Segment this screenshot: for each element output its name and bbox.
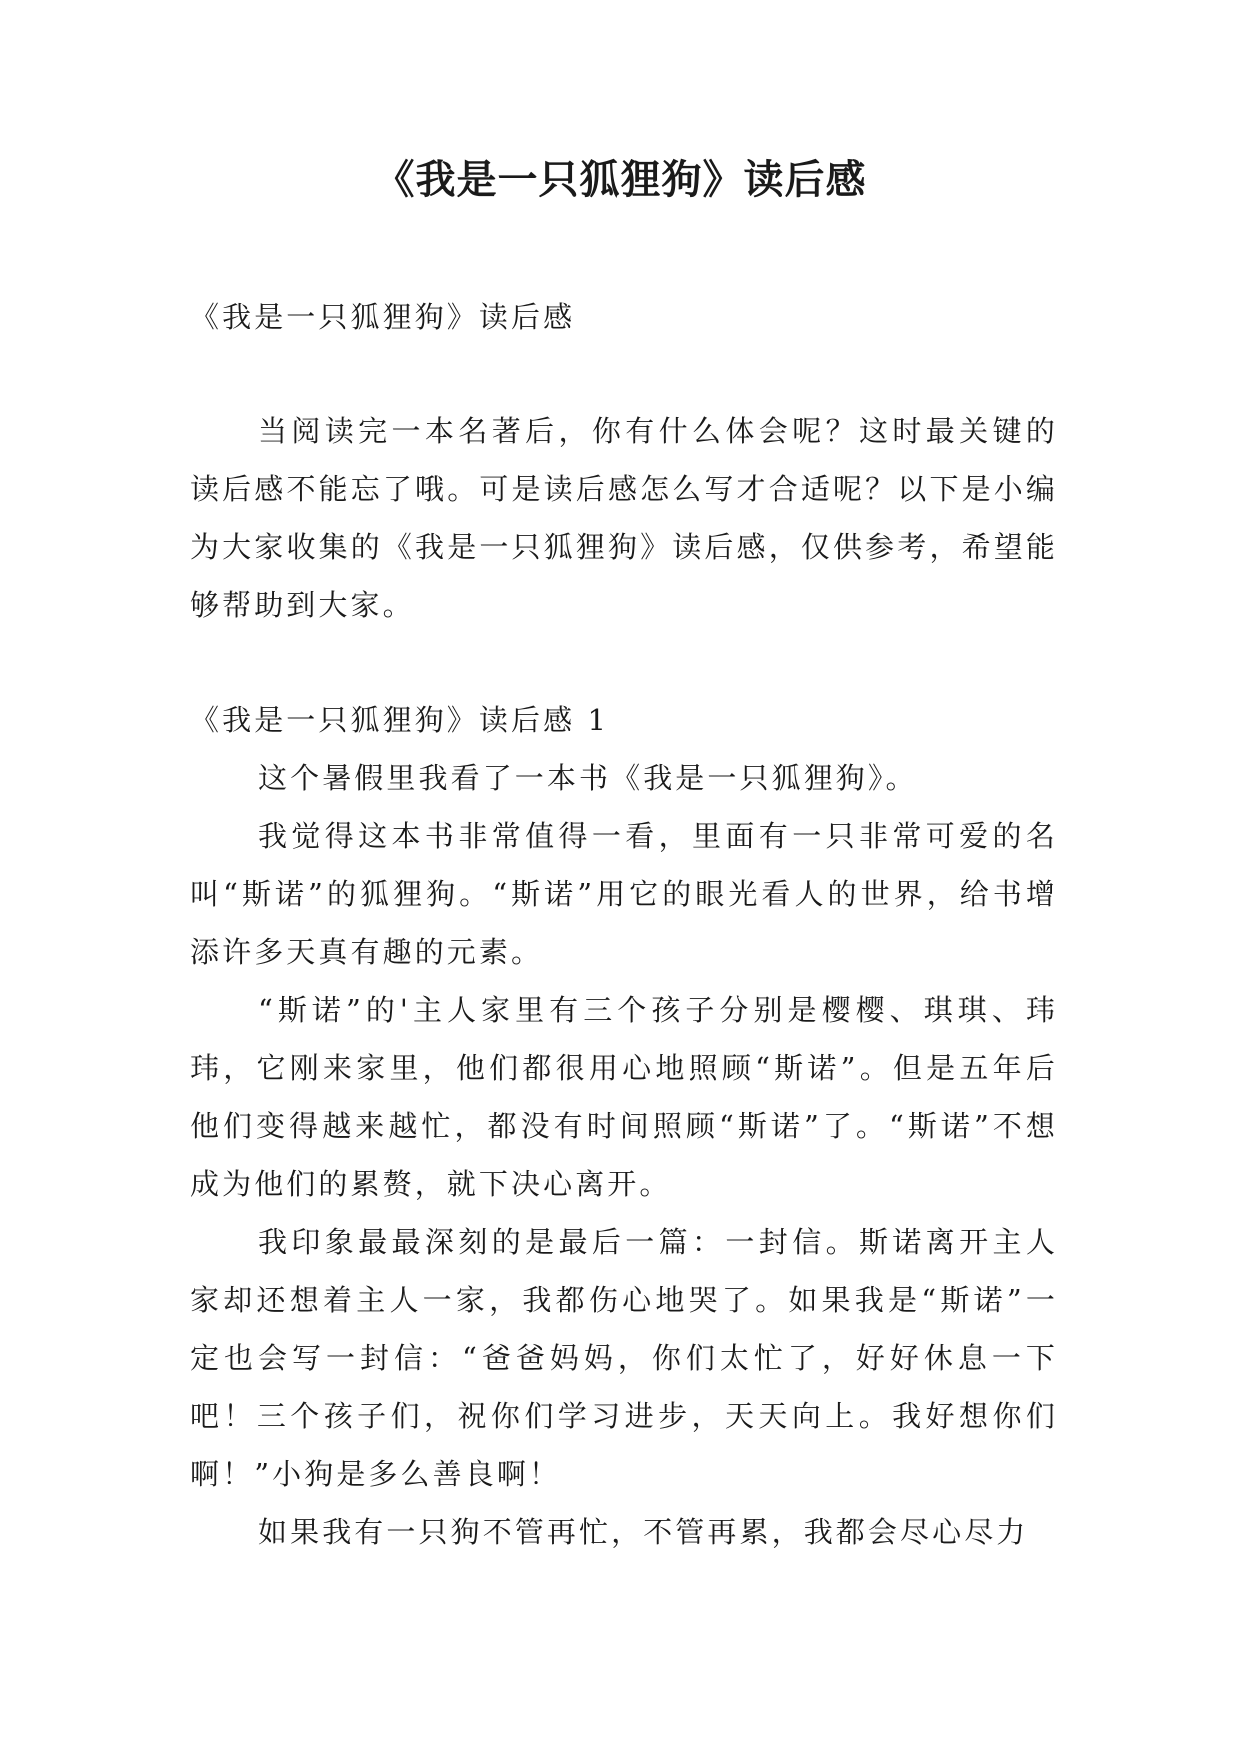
section-heading: 《我是一只狐狸狗》读后感 1 (190, 703, 610, 737)
document-subtitle: 《我是一只狐狸狗》读后感 (190, 300, 576, 334)
essay-paragraph: 我印象最最深刻的是最后一篇：一封信。斯诺离开主人家却还想着主人一家，我都伤心地哭了。如果我是“斯诺”一定也会写一封信：“爸爸妈妈，你们太忙了，好好休息一下吧！三个孩子们，祝你们学习进步，天天向上。我好想你们啊！”小狗是多么善良啊！ (190, 1225, 1058, 1491)
intro-paragraph: 当阅读完一本名著后，你有什么体会呢？这时最关键的读后感不能忘了哦。可是读后感怎么写才合适呢？以下是小编为大家收集的《我是一只狐狸狗》读后感，仅供参考，希望能够帮助到大家。 (190, 414, 1058, 622)
document-title: 《我是一只狐狸狗》读后感 (374, 157, 867, 203)
essay-body (190, 749, 1058, 1561)
essay-paragraph: 如果我有一只狗不管再忙，不管再累，我都会尽心尽力 (258, 1515, 1029, 1549)
essay-paragraph: “斯诺”的'主人家里有三个孩子分别是樱樱、琪琪、玮玮，它刚来家里，他们都很用心地照顾“斯诺”。但是五年后他们变得越来越忙，都没有时间照顾“斯诺”了。“斯诺”不想成为他们的累赘，就下决心离开。 (190, 993, 1058, 1201)
essay-paragraph: 这个暑假里我看了一本书《我是一只狐狸狗》。 (258, 761, 918, 795)
essay-paragraph: 我觉得这本书非常值得一看，里面有一只非常可爱的名叫“斯诺”的狐狸狗。“斯诺”用它的眼光看人的世界，给书增添许多天真有趣的元素。 (190, 819, 1058, 969)
